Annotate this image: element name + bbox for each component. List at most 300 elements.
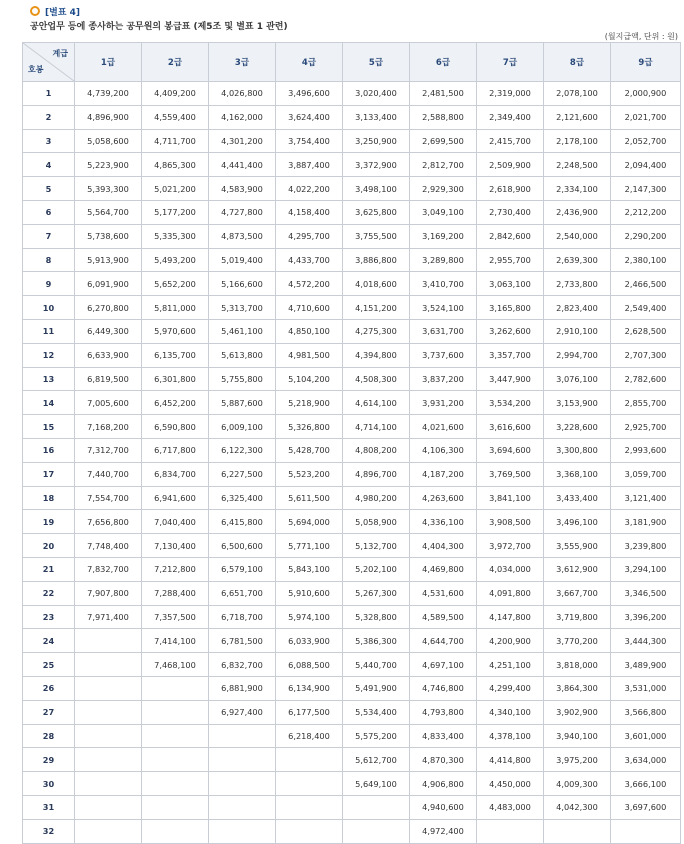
table-body [23, 82, 681, 844]
salary-cell: 4,870,300 [410, 748, 477, 772]
step-number-cell: 2 [23, 105, 75, 129]
salary-cell: 5,132,700 [343, 534, 410, 558]
salary-cell: 4,697,100 [410, 653, 477, 677]
step-number-cell: 5 [23, 177, 75, 201]
salary-cell: 6,088,500 [276, 653, 343, 677]
salary-cell [75, 748, 142, 772]
column-header: 9급 [611, 43, 681, 82]
salary-cell: 4,589,500 [410, 605, 477, 629]
salary-cell: 6,415,800 [209, 510, 276, 534]
table-row [23, 105, 681, 129]
salary-cell: 6,881,900 [209, 676, 276, 700]
salary-cell: 5,974,100 [276, 605, 343, 629]
salary-cell: 2,178,100 [544, 129, 611, 153]
step-number-cell: 20 [23, 534, 75, 558]
salary-cell: 3,020,400 [343, 82, 410, 106]
salary-cell: 4,106,300 [410, 438, 477, 462]
salary-cell [75, 700, 142, 724]
table-row [23, 557, 681, 581]
salary-cell: 6,009,100 [209, 415, 276, 439]
salary-cell: 4,251,100 [477, 653, 544, 677]
salary-cell [276, 748, 343, 772]
salary-cell: 4,263,600 [410, 486, 477, 510]
table-row [23, 129, 681, 153]
salary-cell [209, 748, 276, 772]
salary-cell: 2,436,900 [544, 200, 611, 224]
step-number-cell: 13 [23, 367, 75, 391]
salary-cell: 5,613,800 [209, 343, 276, 367]
salary-cell: 4,009,300 [544, 772, 611, 796]
step-number-cell: 32 [23, 819, 75, 843]
salary-cell: 3,346,500 [611, 581, 681, 605]
salary-cell: 3,181,900 [611, 510, 681, 534]
salary-cell: 5,313,700 [209, 296, 276, 320]
step-label: 호봉 [28, 65, 44, 74]
salary-cell: 5,611,500 [276, 486, 343, 510]
step-number-cell: 1 [23, 82, 75, 106]
salary-cell: 4,034,000 [477, 557, 544, 581]
table-row [23, 581, 681, 605]
salary-cell: 4,158,400 [276, 200, 343, 224]
salary-cell: 7,288,400 [142, 581, 209, 605]
table-row [23, 391, 681, 415]
salary-table [22, 42, 681, 844]
table-row [23, 819, 681, 843]
salary-cell [75, 653, 142, 677]
salary-cell: 5,267,300 [343, 581, 410, 605]
salary-cell: 3,634,000 [611, 748, 681, 772]
salary-cell: 5,887,600 [209, 391, 276, 415]
salary-cell: 7,907,800 [75, 581, 142, 605]
salary-cell: 2,733,800 [544, 272, 611, 296]
salary-cell: 3,357,700 [477, 343, 544, 367]
salary-cell: 5,612,700 [343, 748, 410, 772]
salary-cell: 6,633,900 [75, 343, 142, 367]
salary-cell: 2,929,300 [410, 177, 477, 201]
salary-cell: 3,694,600 [477, 438, 544, 462]
table-row [23, 724, 681, 748]
salary-cell: 3,489,900 [611, 653, 681, 677]
salary-cell: 7,312,700 [75, 438, 142, 462]
salary-cell: 4,583,900 [209, 177, 276, 201]
column-header: 6급 [410, 43, 477, 82]
salary-cell: 3,534,200 [477, 391, 544, 415]
step-number-cell: 23 [23, 605, 75, 629]
table-row [23, 177, 681, 201]
salary-cell: 6,819,500 [75, 367, 142, 391]
salary-cell: 2,639,300 [544, 248, 611, 272]
salary-cell: 3,239,800 [611, 534, 681, 558]
salary-cell [75, 772, 142, 796]
salary-cell: 3,886,800 [343, 248, 410, 272]
salary-cell: 4,483,000 [477, 795, 544, 819]
salary-cell: 6,135,700 [142, 343, 209, 367]
salary-cell: 4,981,500 [276, 343, 343, 367]
salary-cell: 5,393,300 [75, 177, 142, 201]
salary-cell: 7,656,800 [75, 510, 142, 534]
salary-cell: 5,811,000 [142, 296, 209, 320]
salary-cell: 4,980,200 [343, 486, 410, 510]
salary-cell [209, 819, 276, 843]
salary-cell: 3,063,100 [477, 272, 544, 296]
column-header: 2급 [142, 43, 209, 82]
salary-cell: 3,601,000 [611, 724, 681, 748]
table-row [23, 415, 681, 439]
salary-cell: 2,078,100 [544, 82, 611, 106]
step-number-cell: 3 [23, 129, 75, 153]
salary-cell: 6,590,800 [142, 415, 209, 439]
circle-bullet-icon [30, 6, 40, 16]
salary-cell: 5,843,100 [276, 557, 343, 581]
salary-cell: 3,972,700 [477, 534, 544, 558]
salary-cell: 4,026,800 [209, 82, 276, 106]
column-header: 4급 [276, 43, 343, 82]
salary-cell: 4,433,700 [276, 248, 343, 272]
salary-cell: 2,955,700 [477, 248, 544, 272]
salary-cell: 7,414,100 [142, 629, 209, 653]
salary-cell: 4,162,000 [209, 105, 276, 129]
salary-cell: 3,666,100 [611, 772, 681, 796]
salary-cell: 6,941,600 [142, 486, 209, 510]
salary-cell: 7,554,700 [75, 486, 142, 510]
table-row [23, 438, 681, 462]
salary-cell: 3,625,800 [343, 200, 410, 224]
salary-cell: 4,850,100 [276, 319, 343, 343]
salary-cell: 3,289,800 [410, 248, 477, 272]
table-row [23, 153, 681, 177]
salary-cell: 6,452,200 [142, 391, 209, 415]
step-number-cell: 15 [23, 415, 75, 439]
salary-cell: 5,428,700 [276, 438, 343, 462]
salary-cell: 7,040,400 [142, 510, 209, 534]
step-number-cell: 9 [23, 272, 75, 296]
salary-cell: 6,449,300 [75, 319, 142, 343]
salary-cell: 3,612,900 [544, 557, 611, 581]
salary-cell: 3,447,900 [477, 367, 544, 391]
salary-cell: 2,730,400 [477, 200, 544, 224]
salary-cell: 2,540,000 [544, 224, 611, 248]
salary-cell: 4,614,100 [343, 391, 410, 415]
salary-cell: 5,534,400 [343, 700, 410, 724]
salary-cell: 3,153,900 [544, 391, 611, 415]
salary-cell: 6,717,800 [142, 438, 209, 462]
salary-cell: 4,940,600 [410, 795, 477, 819]
step-number-cell: 4 [23, 153, 75, 177]
salary-cell: 2,509,900 [477, 153, 544, 177]
salary-cell: 6,227,500 [209, 462, 276, 486]
salary-cell: 5,913,900 [75, 248, 142, 272]
salary-cell: 3,368,100 [544, 462, 611, 486]
salary-cell: 4,299,400 [477, 676, 544, 700]
salary-cell [276, 819, 343, 843]
salary-cell: 5,104,200 [276, 367, 343, 391]
salary-cell: 3,667,700 [544, 581, 611, 605]
salary-cell: 2,925,700 [611, 415, 681, 439]
salary-cell: 3,250,900 [343, 129, 410, 153]
column-header: 5급 [343, 43, 410, 82]
step-number-cell: 10 [23, 296, 75, 320]
salary-cell: 4,972,400 [410, 819, 477, 843]
salary-cell: 3,133,400 [343, 105, 410, 129]
salary-cell: 3,755,500 [343, 224, 410, 248]
salary-cell: 5,019,400 [209, 248, 276, 272]
salary-cell: 6,500,600 [209, 534, 276, 558]
salary-cell: 7,005,600 [75, 391, 142, 415]
salary-cell: 2,349,400 [477, 105, 544, 129]
salary-cell: 2,121,600 [544, 105, 611, 129]
table-row [23, 748, 681, 772]
salary-cell: 3,908,500 [477, 510, 544, 534]
table-row [23, 343, 681, 367]
step-number-cell: 19 [23, 510, 75, 534]
salary-cell: 5,910,600 [276, 581, 343, 605]
salary-cell: 3,228,600 [544, 415, 611, 439]
salary-cell: 5,202,100 [343, 557, 410, 581]
salary-cell: 2,248,500 [544, 153, 611, 177]
salary-cell: 6,270,800 [75, 296, 142, 320]
salary-cell: 4,404,300 [410, 534, 477, 558]
salary-cell [142, 772, 209, 796]
salary-cell: 4,906,800 [410, 772, 477, 796]
salary-cell: 6,134,900 [276, 676, 343, 700]
salary-cell: 5,970,600 [142, 319, 209, 343]
salary-cell: 3,496,100 [544, 510, 611, 534]
salary-cell: 4,450,000 [477, 772, 544, 796]
table-header-row [23, 43, 681, 82]
salary-cell: 4,275,300 [343, 319, 410, 343]
salary-cell [544, 819, 611, 843]
step-number-cell: 12 [23, 343, 75, 367]
salary-cell [142, 700, 209, 724]
salary-cell: 4,340,100 [477, 700, 544, 724]
salary-cell: 3,396,200 [611, 605, 681, 629]
salary-cell: 2,000,900 [611, 82, 681, 106]
salary-cell [142, 795, 209, 819]
table-row [23, 224, 681, 248]
step-number-cell: 16 [23, 438, 75, 462]
salary-cell: 3,300,800 [544, 438, 611, 462]
step-number-cell: 26 [23, 676, 75, 700]
step-number-cell: 17 [23, 462, 75, 486]
salary-cell: 2,415,700 [477, 129, 544, 153]
salary-cell: 4,873,500 [209, 224, 276, 248]
salary-cell: 3,769,500 [477, 462, 544, 486]
salary-cell [209, 795, 276, 819]
salary-cell: 6,177,500 [276, 700, 343, 724]
salary-cell: 2,466,500 [611, 272, 681, 296]
salary-cell: 2,994,700 [544, 343, 611, 367]
table-row [23, 82, 681, 106]
salary-cell: 7,971,400 [75, 605, 142, 629]
step-number-cell: 27 [23, 700, 75, 724]
salary-cell: 5,493,200 [142, 248, 209, 272]
unit-note: (월지급액, 단위 : 원) [604, 32, 678, 41]
salary-cell [276, 795, 343, 819]
salary-cell: 6,781,500 [209, 629, 276, 653]
salary-cell [75, 676, 142, 700]
salary-cell: 4,394,800 [343, 343, 410, 367]
salary-cell: 2,618,900 [477, 177, 544, 201]
salary-cell: 2,334,100 [544, 177, 611, 201]
salary-cell [209, 772, 276, 796]
salary-cell: 3,931,200 [410, 391, 477, 415]
salary-cell [209, 724, 276, 748]
salary-cell: 3,770,200 [544, 629, 611, 653]
salary-cell: 7,357,500 [142, 605, 209, 629]
salary-cell: 3,737,600 [410, 343, 477, 367]
salary-cell: 3,841,100 [477, 486, 544, 510]
step-number-cell: 7 [23, 224, 75, 248]
table-row [23, 700, 681, 724]
step-number-cell: 25 [23, 653, 75, 677]
salary-cell [142, 748, 209, 772]
salary-cell [142, 724, 209, 748]
salary-cell: 2,823,400 [544, 296, 611, 320]
salary-cell: 3,496,600 [276, 82, 343, 106]
title-row [30, 4, 288, 18]
table-row [23, 486, 681, 510]
salary-cell: 7,440,700 [75, 462, 142, 486]
salary-cell: 2,094,400 [611, 153, 681, 177]
salary-cell: 5,461,100 [209, 319, 276, 343]
salary-cell: 6,927,400 [209, 700, 276, 724]
salary-cell: 4,021,600 [410, 415, 477, 439]
salary-cell: 2,842,600 [477, 224, 544, 248]
salary-cell: 2,481,500 [410, 82, 477, 106]
step-number-cell: 11 [23, 319, 75, 343]
salary-cell: 4,727,800 [209, 200, 276, 224]
salary-cell: 4,746,800 [410, 676, 477, 700]
salary-cell: 5,386,300 [343, 629, 410, 653]
table-row [23, 367, 681, 391]
salary-cell: 3,498,100 [343, 177, 410, 201]
salary-cell: 6,832,700 [209, 653, 276, 677]
step-number-cell: 21 [23, 557, 75, 581]
appendix-title: [별표 4] [45, 7, 81, 18]
salary-cell: 3,444,300 [611, 629, 681, 653]
salary-cell: 5,177,200 [142, 200, 209, 224]
salary-cell: 2,699,500 [410, 129, 477, 153]
table-row [23, 629, 681, 653]
salary-cell: 4,200,900 [477, 629, 544, 653]
salary-cell: 5,649,100 [343, 772, 410, 796]
table-row [23, 676, 681, 700]
step-number-cell: 22 [23, 581, 75, 605]
document-header [30, 4, 288, 32]
salary-cell: 6,579,100 [209, 557, 276, 581]
salary-cell: 5,218,900 [276, 391, 343, 415]
column-header: 1급 [75, 43, 142, 82]
salary-cell: 2,021,700 [611, 105, 681, 129]
salary-cell: 4,022,200 [276, 177, 343, 201]
salary-cell: 4,644,700 [410, 629, 477, 653]
salary-cell [75, 629, 142, 653]
salary-cell: 4,147,800 [477, 605, 544, 629]
salary-cell: 2,993,600 [611, 438, 681, 462]
salary-cell: 5,491,900 [343, 676, 410, 700]
salary-cell: 3,940,100 [544, 724, 611, 748]
salary-cell: 3,165,800 [477, 296, 544, 320]
salary-cell: 5,058,600 [75, 129, 142, 153]
salary-cell [276, 772, 343, 796]
salary-cell: 4,896,900 [75, 105, 142, 129]
step-number-cell: 18 [23, 486, 75, 510]
salary-cell: 3,524,100 [410, 296, 477, 320]
column-header: 7급 [477, 43, 544, 82]
salary-cell: 3,531,000 [611, 676, 681, 700]
salary-cell: 6,325,400 [209, 486, 276, 510]
salary-cell: 5,694,000 [276, 510, 343, 534]
table-subtitle: 공안업무 등에 종사하는 공무원의 봉급표 (제5조 및 별표 1 관련) [30, 22, 288, 32]
step-number-cell: 30 [23, 772, 75, 796]
table-row [23, 534, 681, 558]
salary-cell: 4,336,100 [410, 510, 477, 534]
salary-cell: 3,624,400 [276, 105, 343, 129]
salary-cell: 5,564,700 [75, 200, 142, 224]
salary-cell: 3,433,400 [544, 486, 611, 510]
salary-cell: 5,771,100 [276, 534, 343, 558]
salary-cell: 3,616,600 [477, 415, 544, 439]
salary-cell: 2,707,300 [611, 343, 681, 367]
salary-cell: 2,782,600 [611, 367, 681, 391]
salary-cell: 7,212,800 [142, 557, 209, 581]
step-number-cell: 28 [23, 724, 75, 748]
step-number-cell: 29 [23, 748, 75, 772]
column-header: 8급 [544, 43, 611, 82]
salary-cell: 4,711,700 [142, 129, 209, 153]
salary-cell: 4,414,800 [477, 748, 544, 772]
salary-cell: 5,166,600 [209, 272, 276, 296]
salary-cell [75, 724, 142, 748]
salary-cell: 4,714,100 [343, 415, 410, 439]
salary-cell: 7,748,400 [75, 534, 142, 558]
salary-cell: 5,738,600 [75, 224, 142, 248]
salary-cell: 4,151,200 [343, 296, 410, 320]
salary-cell: 3,049,100 [410, 200, 477, 224]
table-row [23, 510, 681, 534]
salary-cell: 7,468,100 [142, 653, 209, 677]
salary-cell: 2,628,500 [611, 319, 681, 343]
salary-cell: 2,549,400 [611, 296, 681, 320]
salary-cell: 7,168,200 [75, 415, 142, 439]
salary-cell: 4,572,200 [276, 272, 343, 296]
salary-cell: 4,441,400 [209, 153, 276, 177]
salary-cell: 6,033,900 [276, 629, 343, 653]
salary-cell: 5,021,200 [142, 177, 209, 201]
step-number-cell: 8 [23, 248, 75, 272]
salary-cell: 3,719,800 [544, 605, 611, 629]
salary-cell: 3,902,900 [544, 700, 611, 724]
salary-cell: 6,122,300 [209, 438, 276, 462]
salary-cell: 2,380,100 [611, 248, 681, 272]
salary-cell: 4,091,800 [477, 581, 544, 605]
table-row [23, 653, 681, 677]
salary-cell: 5,335,300 [142, 224, 209, 248]
salary-cell: 5,523,200 [276, 462, 343, 486]
salary-cell: 2,855,700 [611, 391, 681, 415]
salary-cell: 2,212,200 [611, 200, 681, 224]
salary-cell: 4,187,200 [410, 462, 477, 486]
salary-cell [477, 819, 544, 843]
table-row [23, 772, 681, 796]
salary-cell: 4,409,200 [142, 82, 209, 106]
salary-cell: 4,018,600 [343, 272, 410, 296]
table-row [23, 272, 681, 296]
salary-cell: 3,837,200 [410, 367, 477, 391]
salary-cell: 4,808,200 [343, 438, 410, 462]
salary-cell [142, 676, 209, 700]
salary-cell: 2,319,000 [477, 82, 544, 106]
